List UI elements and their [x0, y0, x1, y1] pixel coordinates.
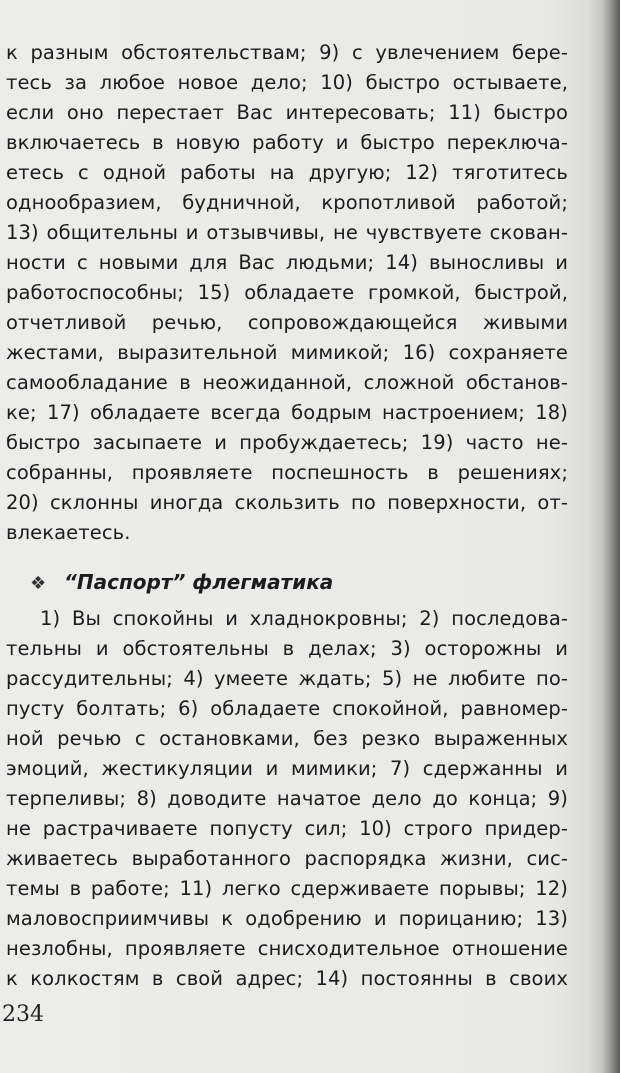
text-line: к разным обстоятельствам; 9) с увлечением бере-: [6, 41, 568, 64]
text-line: 1) Вы спокойны и хладнокровны; 2) последова-: [40, 607, 568, 630]
diamond-bullet-icon: ❖: [30, 573, 47, 594]
text-line: однообразием, будничной, кропотливой работой;: [6, 191, 568, 214]
text-line: быстро засыпаете и пробуждаетесь; 19) часто не-: [6, 431, 568, 454]
text-line: темы в работе; 11) легко сдерживаете порывы; 12): [6, 877, 568, 900]
text-line: влекаетесь.: [6, 521, 131, 544]
text-line: не растрачиваете попусту сил; 10) строго придер-: [6, 817, 568, 840]
text-line: пусту болтать; 6) обладаете спокойной, равномер-: [6, 697, 568, 720]
text-line: терпеливы; 8) доводите начатое дело до конца; 9): [6, 787, 568, 810]
text-line: незлобны, проявляете снисходительное отношение: [6, 937, 568, 960]
text-line: жестами, выразительной мимикой; 16) сохраняете: [6, 341, 568, 364]
text-line: рассудительны; 4) умеете ждать; 5) не любите по-: [6, 667, 568, 690]
text-line: собранны, проявляете поспешность в решениях;: [6, 461, 568, 484]
text-line: живаетесь выработанного распорядка жизни, сис-: [6, 847, 568, 870]
text-line: самообладание в неожиданной, сложной обстанов-: [6, 371, 568, 394]
text-line: 13) общительны и отзывчивы, не чувствуете скован-: [6, 221, 568, 244]
text-line: тельны и обстоятельны в делах; 3) осторожны и: [6, 637, 568, 660]
text-line: 20) склонны иногда скользить по поверхности, от-: [6, 491, 568, 514]
book-spine-shadow: [602, 0, 620, 1073]
text-line: ке; 17) обладаете всегда бодрым настроением; 18): [6, 401, 568, 424]
section-heading: [30, 566, 333, 598]
text-line: ной речью с остановками, без резко выраженных: [6, 727, 568, 750]
page-number: 234: [2, 1002, 44, 1027]
text-line: отчетливой речью, сопровождающейся живыми: [6, 311, 568, 334]
text-line: эмоций, жестикуляции и мимики; 7) сдержанны и: [6, 757, 568, 780]
text-line: тесь за любое новое дело; 10) быстро остываете,: [6, 71, 568, 94]
text-line: ности с новыми для Вас людьми; 14) выносливы и: [6, 251, 568, 274]
text-line: маловосприимчивы к одобрению и порицанию; 13): [6, 907, 568, 930]
text-line: включаетесь в новую работу и быстро переключа-: [6, 131, 568, 154]
text-line: если оно перестает Вас интересовать; 11) быстро: [6, 101, 568, 124]
text-line: к колкостям в свой адрес; 14) постоянны в своих: [6, 967, 568, 990]
section-title: “Паспорт” флегматика: [64, 570, 334, 594]
text-line: работоспособны; 15) обладаете громкой, быстрой,: [6, 281, 568, 304]
text-line: етесь с одной работы на другую; 12) тяготитесь: [6, 161, 568, 184]
